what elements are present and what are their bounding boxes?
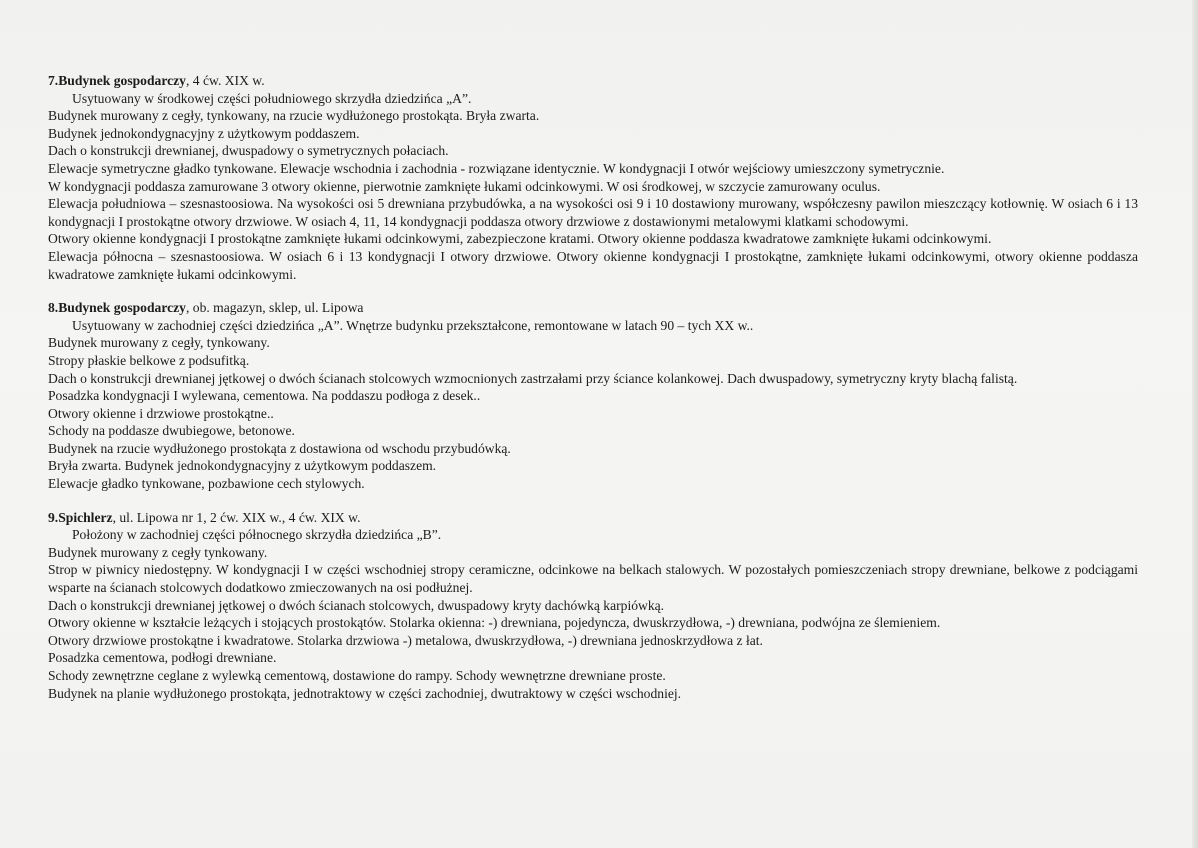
paragraph: Dach o konstrukcji drewnianej jętkowej o dwóch ścianach stolcowych, dwuspadowy kryty dachówką karpiówką. (48, 597, 665, 613)
section-location: Położony w zachodniej części północnego skrzydła dziedzińca „B”. (72, 527, 442, 543)
section-location: Usytuowany w środkowej części południowego skrzydła dziedzińca „A”. (72, 90, 472, 106)
section-location: Usytuowany w zachodniej części dziedzińca „A”. Wnętrze budynku przekształcone, remontowane w latach 90 – tych XX w.. (72, 317, 754, 333)
paragraph: Posadzka kondygnacji I wylewana, cementowa. Na poddaszu podłoga z desek.. (48, 388, 481, 404)
paragraph: Otwory okienne kondygnacji I prostokątne zamknięte łukami odcinkowymi, zabezpieczone kratami. Otwory okienne poddasza kwadratowe zamknięte łukami odcinkowymi. (48, 231, 992, 247)
section-heading (48, 509, 1138, 527)
paragraph: Otwory okienne i drzwiowe prostokątne.. (48, 405, 274, 421)
paragraph: Otwory okienne w kształcie leżących i stojących prostokątów. Stolarka okienna: -) drewniana, pojedyncza, dwuskrzydłowa, -) drewniana, podwójna ze ślemieniem. (48, 615, 941, 631)
section-title: 9.Spichlerz (48, 509, 113, 525)
paragraph: Budynek murowany z cegły tynkowany. (48, 544, 268, 560)
section-title-rest: , ob. magazyn, sklep, ul. Lipowa (185, 300, 364, 316)
paragraph: Dach o konstrukcji drewnianej jętkowej o dwóch ścianach stolcowych wzmocnionych zastrzałami przy ściance kolankowej. Dach dwuspadowy, symetryczny kryty blachą falistą. (48, 370, 1018, 386)
paragraph: Schody na poddasze dwubiegowe, betonowe. (48, 423, 295, 439)
paragraph: Elewacje gładko tynkowane, pozbawione cech stylowych. (48, 476, 365, 492)
document-body (48, 72, 1138, 702)
paragraph: Elewacja północna – szesnastoosiowa. W osiach 6 i 13 kondygnacji I otwory drzwiowe. Otwory okienne kondygnacji I prostokątne, zamknięte łukami odcinkowymi, otwory okienne poddasza kwadratowe zamknięte łukami odcinkowymi. (48, 248, 1138, 282)
paragraph: Elewacje symetryczne gładko tynkowane. Elewacje wschodnia i zachodnia - rozwiązane identycznie. W kondygnacji I otwór wejściowy umieszczony symetrycznie. (48, 160, 945, 176)
section-building-8 (48, 299, 1138, 493)
paragraph: Budynek murowany z cegły, tynkowany. (48, 335, 270, 351)
paragraph: Budynek jednokondygnacyjny z użytkowym poddaszem. (48, 125, 360, 141)
paragraph: Dach o konstrukcji drewnianej, dwuspadowy o symetrycznych połaciach. (48, 143, 449, 159)
section-building-9 (48, 509, 1138, 703)
paragraph: Bryła zwarta. Budynek jednokondygnacyjny z użytkowym poddaszem. (48, 458, 437, 474)
paragraph: Budynek na planie wydłużonego prostokąta, jednotraktowy w części zachodniej, dwutraktowy w części wschodniej. (48, 685, 682, 701)
section-title: 7.Budynek gospodarczy (48, 73, 186, 88)
section-heading (48, 72, 1138, 90)
paragraph: Schody zewnętrzne ceglane z wylewką cementową, dostawione do rampy. Schody wewnętrzne drewniane proste. (48, 668, 666, 683)
section-title-rest: , ul. Lipowa nr 1, 2 ćw. XIX w., 4 ćw. XIX w. (112, 509, 361, 525)
paragraph: W kondygnacji poddasza zamurowane 3 otwory okienne, pierwotnie zamknięte łukami odcinkowymi. W osi środkowej, w szczycie zamurowany oculus. (48, 178, 881, 194)
section-building-7 (48, 72, 1138, 283)
section-title: 8.Budynek gospodarczy (48, 300, 186, 316)
paragraph: Budynek murowany z cegły, tynkowany, na rzucie wydłużonego prostokąta. Bryła zwarta. (48, 108, 540, 124)
scan-edge (1192, 0, 1198, 848)
paragraph: Budynek na rzucie wydłużonego prostokąta z dostawiona od wschodu przybudówką. (48, 440, 511, 456)
paragraph: Otwory drzwiowe prostokątne i kwadratowe. Stolarka drzwiowa -) metalowa, dwuskrzydłowa, -) drewniana jednoskrzydłowa z łat. (48, 632, 763, 648)
paragraph: Posadzka cementowa, podłogi drewniane. (48, 650, 277, 666)
paragraph: Stropy płaskie belkowe z podsufitką. (48, 352, 250, 368)
paragraph: Strop w piwnicy niedostępny. W kondygnacji I w części wschodniej stropy ceramiczne, odcinkowe na belkach stalowych. W pozostałych pomieszczeniach stropy drewniane, belkowe z podciągami wsparte na ścianach stolcowych dodatkowo zmieczowanych na osi podłużnej. (48, 562, 1138, 596)
section-title-rest: , 4 ćw. XIX w. (185, 73, 265, 88)
section-heading (48, 299, 1138, 317)
paragraph: Elewacja południowa – szesnastoosiowa. Na wysokości osi 5 drewniana przybudówka, a na wysokości osi 9 i 10 dostawiony murowany, współczesny pawilon mieszczący kotłownię. W osiach 6 i 13 kondygnacji I prostokątne otwory drzwiowe. W osiach 4, 11, 14 kondygnacji poddasza otwory drzwiowe z dostawionymi metalowymi klatkami schodowymi. (48, 196, 1138, 229)
